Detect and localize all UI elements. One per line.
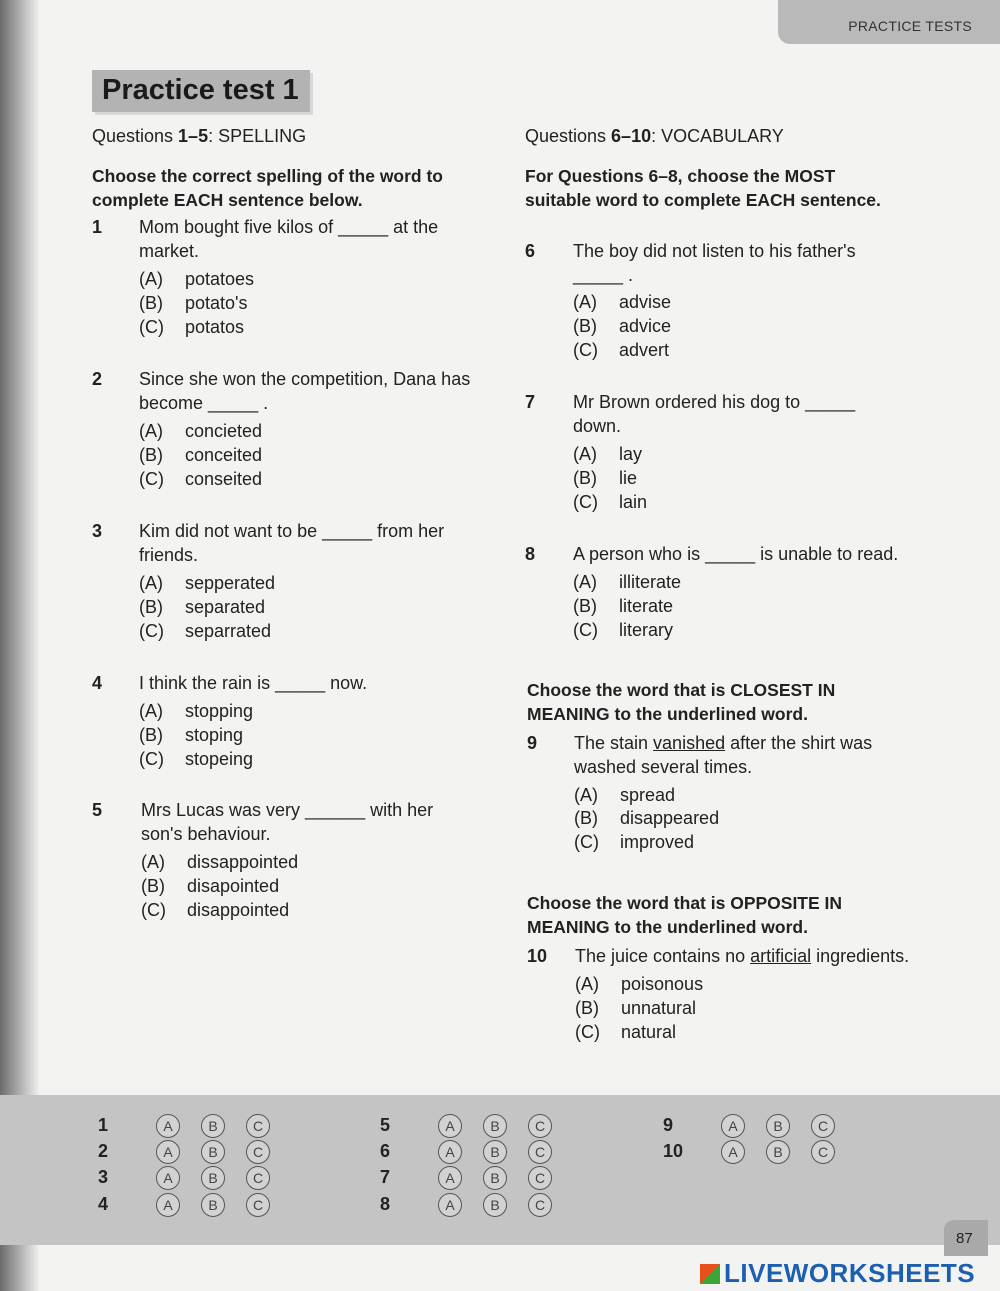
option[interactable] xyxy=(575,972,703,996)
answer-bubble[interactable]: B xyxy=(483,1114,507,1138)
option[interactable] xyxy=(573,338,669,362)
option-label: (A) xyxy=(573,572,597,592)
option-text: unnatural xyxy=(621,998,697,1018)
answer-bubble[interactable]: A xyxy=(156,1166,180,1190)
option-label: (A) xyxy=(139,421,163,441)
answer-bubble[interactable]: A xyxy=(438,1140,462,1164)
option[interactable] xyxy=(139,315,244,339)
answer-bubble[interactable]: C xyxy=(246,1166,270,1190)
option[interactable] xyxy=(573,466,637,490)
option-text: lie xyxy=(619,468,638,488)
answer-row xyxy=(98,1141,264,1162)
option[interactable] xyxy=(139,595,265,619)
answer-row-number: 5 xyxy=(380,1115,391,1135)
answer-bubble[interactable]: B xyxy=(766,1114,790,1138)
q9-text-before: The stain xyxy=(574,733,654,753)
option-label: (A) xyxy=(139,269,163,289)
option[interactable] xyxy=(139,267,254,291)
right-instruction: For Questions 6–8, choose the MOST suitable word to complete EACH sentence. xyxy=(525,166,881,210)
option[interactable] xyxy=(141,874,279,898)
option-text: potatos xyxy=(185,317,245,337)
option[interactable] xyxy=(573,442,642,466)
option[interactable] xyxy=(139,443,262,467)
option[interactable] xyxy=(141,898,289,922)
option[interactable] xyxy=(139,747,253,771)
option-text: disappointed xyxy=(187,900,290,920)
answer-bubble[interactable]: B xyxy=(766,1140,790,1164)
left-section-heading xyxy=(92,126,306,147)
option[interactable] xyxy=(573,314,671,338)
answer-bubble[interactable]: A xyxy=(438,1166,462,1190)
answer-row-number: 8 xyxy=(380,1194,391,1214)
question-text: The boy did not listen to his father's xyxy=(573,241,856,261)
question-number: 10 xyxy=(527,946,548,966)
question-text: Mr Brown ordered his dog to _____ down. xyxy=(573,392,856,436)
option[interactable] xyxy=(574,830,694,854)
answer-bubble[interactable]: A xyxy=(721,1140,745,1164)
right-section-prefix: Questions xyxy=(525,126,612,146)
question-number: 9 xyxy=(527,733,538,753)
answer-bubble[interactable]: C xyxy=(528,1114,552,1138)
option-label: (C) xyxy=(573,620,598,640)
question-number: 8 xyxy=(525,544,536,564)
q10-text-before: The juice contains no xyxy=(575,946,751,966)
answer-bubble[interactable]: A xyxy=(156,1114,180,1138)
option-label: (C) xyxy=(573,340,598,360)
option[interactable] xyxy=(573,618,673,642)
option-text: stopeing xyxy=(185,749,254,769)
question-text: A person who is _____ is unable to read. xyxy=(573,544,899,564)
option-text: advise xyxy=(619,292,672,312)
option-label: (A) xyxy=(574,785,598,805)
answer-bubble[interactable]: B xyxy=(483,1193,507,1217)
liveworksheets-logo xyxy=(700,1258,975,1289)
q10-underlined-word: artificial xyxy=(750,946,812,966)
question-text xyxy=(575,944,975,968)
answer-row-number: 10 xyxy=(663,1141,684,1161)
header-tab-label: PRACTICE TESTS xyxy=(848,18,972,34)
answer-row-number: 4 xyxy=(98,1194,109,1214)
answer-bubble[interactable]: B xyxy=(483,1140,507,1164)
question-number: 5 xyxy=(92,800,103,820)
answer-bubble[interactable]: A xyxy=(156,1193,180,1217)
option-text: disappeared xyxy=(620,808,720,828)
option[interactable] xyxy=(139,291,247,315)
answer-row-number: 6 xyxy=(380,1141,391,1161)
question-text xyxy=(574,731,914,779)
option[interactable] xyxy=(573,570,681,594)
option-text: concieted xyxy=(185,421,263,441)
option-label: (B) xyxy=(575,998,599,1018)
option-label: (A) xyxy=(141,852,165,872)
answer-bubble[interactable]: C xyxy=(811,1114,835,1138)
answer-bubble[interactable]: A xyxy=(438,1193,462,1217)
option[interactable] xyxy=(139,699,253,723)
option-text: stopping xyxy=(185,701,254,721)
option-label: (A) xyxy=(139,701,163,721)
option[interactable] xyxy=(574,806,719,830)
option-text: sepperated xyxy=(185,573,276,593)
question-number: 6 xyxy=(525,241,536,261)
option-label: (B) xyxy=(573,596,597,616)
option-label: (C) xyxy=(574,832,599,852)
option[interactable] xyxy=(139,723,243,747)
option-text: natural xyxy=(621,1022,677,1042)
option-label: (B) xyxy=(573,468,597,488)
option[interactable] xyxy=(139,419,262,443)
answer-bubble[interactable]: C xyxy=(528,1193,552,1217)
option-text: dissappointed xyxy=(187,852,299,872)
option-label: (A) xyxy=(573,292,597,312)
opposite-instruction: Choose the word that is OPPOSITE IN MEANING to the underlined word. xyxy=(527,893,843,937)
q9-underlined-word: vanished xyxy=(653,733,726,753)
answer-row xyxy=(663,1141,829,1162)
option[interactable] xyxy=(573,490,647,514)
answer-row-number: 3 xyxy=(98,1167,109,1187)
option-text: stoping xyxy=(185,725,244,745)
option[interactable] xyxy=(574,783,675,807)
page-number: 87 xyxy=(956,1230,973,1247)
page-title-box xyxy=(92,70,310,112)
answer-bubble[interactable]: B xyxy=(201,1140,225,1164)
option[interactable] xyxy=(139,571,275,595)
question-text: Since she won the competition, Dana has become _____ . xyxy=(139,369,471,413)
answer-bubble[interactable]: C xyxy=(246,1193,270,1217)
option-label: (C) xyxy=(141,900,166,920)
option-text: disapointed xyxy=(187,876,280,896)
option-label: (C) xyxy=(575,1022,600,1042)
option[interactable] xyxy=(141,850,298,874)
answer-row-number: 7 xyxy=(380,1167,391,1187)
option-text: literate xyxy=(619,596,674,616)
left-section-suffix: : SPELLING xyxy=(208,126,307,146)
answer-row-number: 2 xyxy=(98,1141,109,1161)
closest-instruction: Choose the word that is CLOSEST IN MEANING to the underlined word. xyxy=(527,680,836,724)
question-number: 2 xyxy=(92,369,103,389)
question-number: 7 xyxy=(525,392,536,412)
option-label: (C) xyxy=(139,621,164,641)
option-text: lay xyxy=(619,444,643,464)
answer-row xyxy=(380,1115,546,1136)
answer-bubble[interactable]: C xyxy=(528,1166,552,1190)
option-text: lain xyxy=(619,492,648,512)
answer-row-number: 1 xyxy=(98,1115,109,1135)
answer-row xyxy=(663,1115,829,1136)
option[interactable] xyxy=(139,619,271,643)
option-text: potatoes xyxy=(185,269,255,289)
option-text: separrated xyxy=(185,621,272,641)
option-label: (A) xyxy=(575,974,599,994)
option-text: separated xyxy=(185,597,266,617)
option-label: (C) xyxy=(139,317,164,337)
answer-bubble[interactable]: B xyxy=(201,1193,225,1217)
option-text: literary xyxy=(619,620,674,640)
option-label: (C) xyxy=(139,469,164,489)
answer-bubble[interactable]: B xyxy=(201,1114,225,1138)
page-title: Practice test 1 xyxy=(102,74,299,106)
answer-bubble[interactable]: C xyxy=(246,1140,270,1164)
option-label: (B) xyxy=(573,316,597,336)
question-text: Kim did not want to be _____ from her friends. xyxy=(139,521,445,565)
option-text: illiterate xyxy=(619,572,682,592)
right-section-suffix: : VOCABULARY xyxy=(651,126,784,146)
answer-bubble[interactable]: B xyxy=(483,1166,507,1190)
option-text: conceited xyxy=(185,445,263,465)
question-text: Mrs Lucas was very ______ with her son's behaviour. xyxy=(141,800,434,844)
header-tab xyxy=(778,0,1000,44)
option-label: (A) xyxy=(573,444,597,464)
answer-bubble[interactable]: A xyxy=(156,1140,180,1164)
left-section-prefix: Questions xyxy=(92,126,179,146)
option-text: poisonous xyxy=(621,974,704,994)
option-label: (A) xyxy=(139,573,163,593)
option-text: improved xyxy=(620,832,695,852)
q9-text-after: after the shirt was washed several times. xyxy=(574,733,873,777)
question-number: 3 xyxy=(92,521,103,541)
option[interactable] xyxy=(573,290,671,314)
page-number-tab xyxy=(944,1220,988,1256)
option-text: conseited xyxy=(185,469,263,489)
option-text: advert xyxy=(619,340,670,360)
answer-row xyxy=(98,1115,264,1136)
option[interactable] xyxy=(139,467,262,491)
option-text: advice xyxy=(619,316,672,336)
option[interactable] xyxy=(573,594,673,618)
answer-row xyxy=(98,1167,264,1188)
answer-bubble[interactable]: B xyxy=(201,1166,225,1190)
option-label: (B) xyxy=(139,445,163,465)
option-label: (B) xyxy=(139,293,163,313)
option-label: (B) xyxy=(574,808,598,828)
option-text: potato's xyxy=(185,293,248,313)
question-text-line2: _____ . xyxy=(573,265,634,285)
question-text: Mom bought five kilos of _____ at the market. xyxy=(139,217,439,261)
liveworksheets-logo-icon xyxy=(700,1264,720,1284)
left-section-range: 1–5 xyxy=(178,126,209,146)
answer-bubble[interactable]: A xyxy=(721,1114,745,1138)
question-number: 4 xyxy=(92,673,103,693)
right-section-heading xyxy=(525,126,784,147)
option[interactable] xyxy=(575,996,696,1020)
answer-row xyxy=(380,1141,546,1162)
answer-row xyxy=(98,1194,264,1215)
option-label: (B) xyxy=(141,876,165,896)
liveworksheets-logo-text: LIVEWORKSHEETS xyxy=(724,1258,976,1288)
answer-bubble[interactable]: A xyxy=(438,1114,462,1138)
answer-bubble[interactable]: C xyxy=(811,1140,835,1164)
answer-row xyxy=(380,1194,546,1215)
q10-text-after: ingredients. xyxy=(811,946,910,966)
option-label: (B) xyxy=(139,725,163,745)
right-section-range: 6–10 xyxy=(611,126,652,146)
answer-bubble[interactable]: C xyxy=(528,1140,552,1164)
option-label: (B) xyxy=(139,597,163,617)
option-label: (C) xyxy=(139,749,164,769)
answer-bubble[interactable]: C xyxy=(246,1114,270,1138)
option-text: spread xyxy=(620,785,676,805)
question-text: I think the rain is _____ now. xyxy=(139,673,368,693)
option[interactable] xyxy=(575,1020,676,1044)
question-number: 1 xyxy=(92,217,103,237)
option-label: (C) xyxy=(573,492,598,512)
answer-row-number: 9 xyxy=(663,1115,674,1135)
left-instruction: Choose the correct spelling of the word to complete EACH sentence below. xyxy=(92,166,443,210)
answer-row xyxy=(380,1167,546,1188)
